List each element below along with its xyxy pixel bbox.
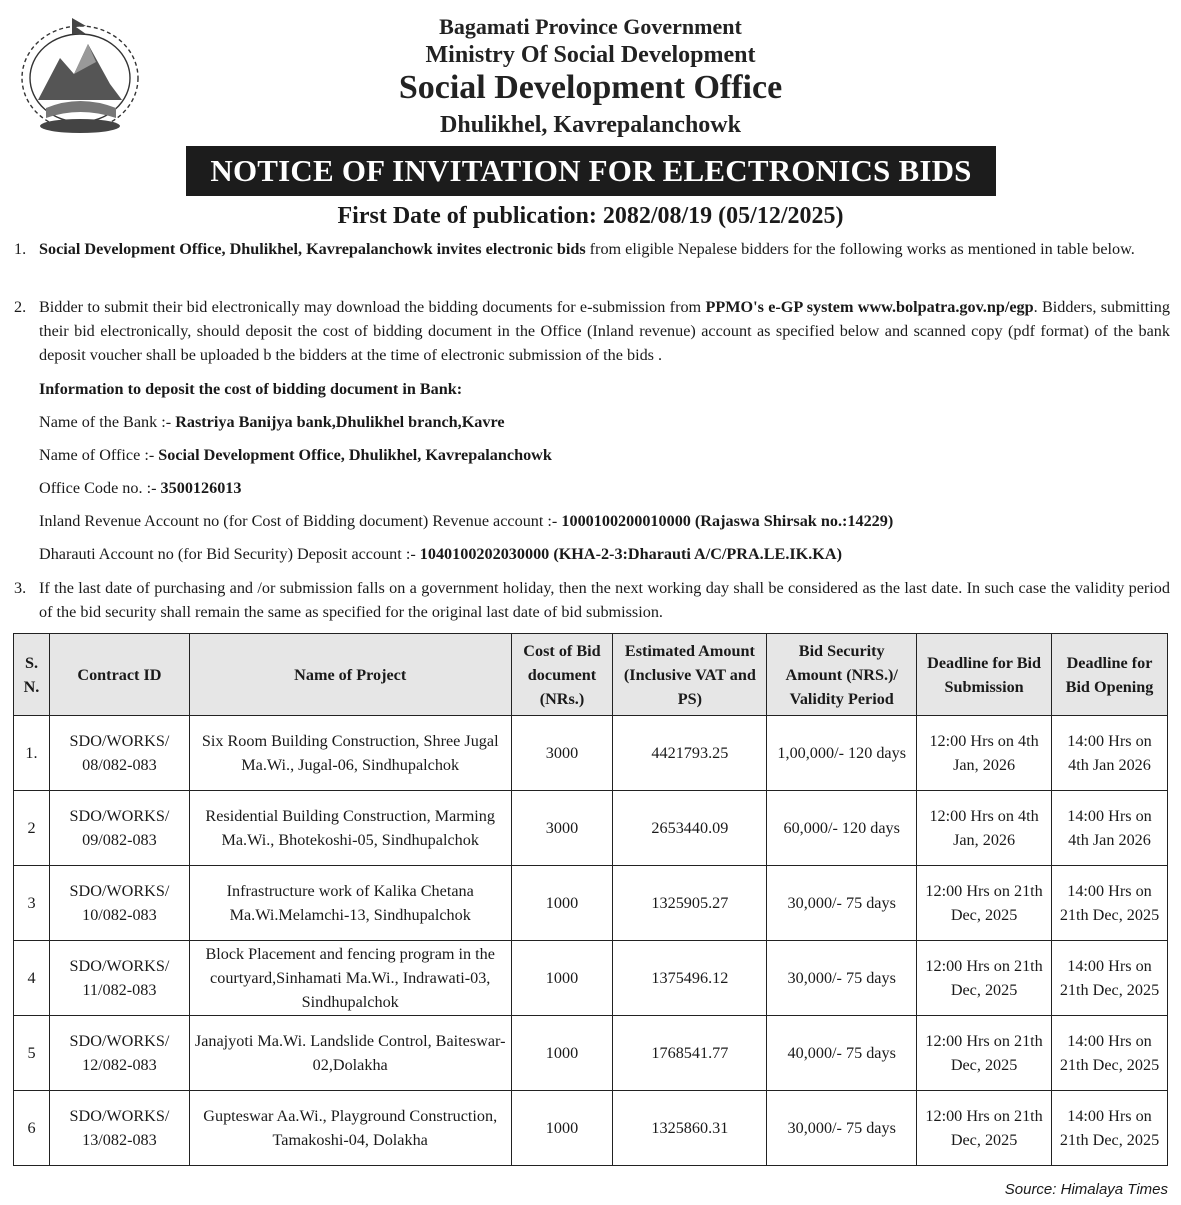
ministry-name: Ministry Of Social Development <box>425 42 756 68</box>
cell-estimated: 1375496.12 <box>613 941 767 1016</box>
paragraph-1 <box>14 237 1170 261</box>
cell-project: Six Room Building Construction, Shree Jugal Ma.Wi., Jugal-06, Sindhupalchok <box>189 716 511 791</box>
cell-sn: 3 <box>14 866 50 941</box>
cell-opening: 14:00 Hrs on 21th Dec, 2025 <box>1052 866 1168 941</box>
dharauti-value: 1040100202030000 (KHA-2-3:Dharauti A/C/PRA.LE.IK.KA) <box>419 545 842 563</box>
paragraph-number: 2. <box>14 298 27 316</box>
dharauti-label: Dharauti Account no (for Bid Security) Deposit account :- <box>39 545 420 563</box>
bank-value: Rastriya Banijya bank,Dhulikhel branch,Kavre <box>175 413 505 431</box>
cell-contract-id: SDO/WORKS/ 10/082-083 <box>49 866 189 941</box>
cell-security: 30,000/- 75 days <box>767 866 917 941</box>
cell-estimated: 1325905.27 <box>613 866 767 941</box>
invitation-text: from eligible Nepalese bidders for the following works as mentioned in table below. <box>585 240 1135 258</box>
cell-security: 30,000/- 75 days <box>767 941 917 1016</box>
cell-cost: 1000 <box>511 866 613 941</box>
bids-table <box>13 633 1168 1166</box>
notice-title: NOTICE OF INVITATION FOR ELECTRONICS BIDS <box>186 146 996 196</box>
bank-name-line <box>39 411 505 433</box>
cell-security: 30,000/- 75 days <box>767 1091 917 1166</box>
office-value: Social Development Office, Dhulikhel, Kavrepalanchowk <box>158 446 552 464</box>
download-text: Bidder to submit their bid electronically may download the bidding documents for e-submission from <box>39 298 706 316</box>
cell-cost: 1000 <box>511 1091 613 1166</box>
egp-link-text: PPMO's e-GP system www.bolpatra.gov.np/egp <box>705 298 1034 316</box>
cell-sn: 1. <box>14 716 50 791</box>
table-row <box>14 1091 1168 1166</box>
cell-submission: 12:00 Hrs on 21th Dec, 2025 <box>917 1016 1052 1091</box>
cell-estimated: 2653440.09 <box>613 791 767 866</box>
header-project: Name of Project <box>189 634 511 716</box>
cell-security: 1,00,000/- 120 days <box>767 716 917 791</box>
cell-sn: 5 <box>14 1016 50 1091</box>
cell-project: Gupteswar Aa.Wi., Playground Construction, Tamakoshi-04, Dolakha <box>189 1091 511 1166</box>
office-location: Dhulikhel, Kavrepalanchowk <box>440 112 741 138</box>
cell-opening: 14:00 Hrs on 21th Dec, 2025 <box>1052 1016 1168 1091</box>
paragraph-2 <box>14 295 1170 367</box>
cell-cost: 3000 <box>511 716 613 791</box>
cell-project: Infrastructure work of Kalika Chetana Ma.Wi.Melamchi-13, Sindhupalchok <box>189 866 511 941</box>
header-security: Bid Security Amount (NRS.)/ Validity Period <box>767 634 917 716</box>
cell-opening: 14:00 Hrs on 4th Jan 2026 <box>1052 791 1168 866</box>
cell-submission: 12:00 Hrs on 4th Jan, 2026 <box>917 716 1052 791</box>
header-estimated: Estimated Amount (Inclusive VAT and PS) <box>613 634 767 716</box>
bank-info-heading: Information to deposit the cost of bidding document in Bank: <box>39 380 463 398</box>
table-row <box>14 941 1168 1016</box>
government-name: Bagamati Province Government <box>439 14 742 39</box>
cell-project: Residential Building Construction, Marming Ma.Wi., Bhotekoshi-05, Sindhupalchok <box>189 791 511 866</box>
office-code-line <box>39 477 241 499</box>
header-cost: Cost of Bid document (NRs.) <box>511 634 613 716</box>
cell-estimated: 1768541.77 <box>613 1016 767 1091</box>
cell-sn: 6 <box>14 1091 50 1166</box>
inland-account-line <box>39 510 893 532</box>
cell-project: Janajyoti Ma.Wi. Landslide Control, Baiteswar-02,Dolakha <box>189 1016 511 1091</box>
cell-contract-id: SDO/WORKS/ 08/082-083 <box>49 716 189 791</box>
cell-sn: 2 <box>14 791 50 866</box>
cell-contract-id: SDO/WORKS/ 12/082-083 <box>49 1016 189 1091</box>
invitation-bold: Social Development Office, Dhulikhel, Kavrepalanchowk invites electronic bids <box>39 240 586 258</box>
cell-estimated: 1325860.31 <box>613 1091 767 1166</box>
dharauti-account-line <box>39 543 842 565</box>
cell-estimated: 4421793.25 <box>613 716 767 791</box>
paragraph-number: 1. <box>14 240 27 258</box>
paragraph-3 <box>14 576 1170 624</box>
cell-opening: 14:00 Hrs on 4th Jan 2026 <box>1052 716 1168 791</box>
cell-contract-id: SDO/WORKS/ 11/082-083 <box>49 941 189 1016</box>
cell-submission: 12:00 Hrs on 21th Dec, 2025 <box>917 941 1052 1016</box>
cell-cost: 3000 <box>511 791 613 866</box>
cell-sn: 4 <box>14 941 50 1016</box>
cell-security: 40,000/- 75 days <box>767 1016 917 1091</box>
office-name: Social Development Office <box>398 69 783 106</box>
header-submission: Deadline for Bid Submission <box>917 634 1052 716</box>
inland-label: Inland Revenue Account no (for Cost of Bidding document) Revenue account :- <box>39 512 562 530</box>
table-row <box>14 866 1168 941</box>
source-credit: Source: Himalaya Times <box>1004 1181 1168 1198</box>
publication-date: First Date of publication: 2082/08/19 (05/12/2025) <box>337 203 844 229</box>
cell-cost: 1000 <box>511 941 613 1016</box>
holiday-text: If the last date of purchasing and /or submission falls on a government holiday, then the next working day shall be considered as the last date. In such case the validity period of the bid security shall remain the same as specified for the original last date of bid submission. <box>39 579 1170 621</box>
table-header-row <box>14 634 1168 716</box>
cell-submission: 12:00 Hrs on 21th Dec, 2025 <box>917 866 1052 941</box>
inland-value: 1000100200010000 (Rajaswa Shirsak no.:14229) <box>561 512 894 530</box>
deposit-text: . Bidders, submitting their bid electronically, should deposit the cost of bidding document in the Office (Inland revenue) account as specified below and scanned copy (pdf format) of the bank deposit voucher shall be uploaded b the bidders at the time of electronic submission of the bids . <box>39 298 1170 364</box>
header-sn: S. N. <box>14 634 50 716</box>
paragraph-number: 3. <box>14 579 27 597</box>
cell-project: Block Placement and fencing program in the courtyard,Sinhamati Ma.Wi., Indrawati-03, Sindhupalchok <box>189 941 511 1016</box>
table-row <box>14 791 1168 866</box>
cell-submission: 12:00 Hrs on 4th Jan, 2026 <box>917 791 1052 866</box>
header-contract-id: Contract ID <box>49 634 189 716</box>
cell-opening: 14:00 Hrs on 21th Dec, 2025 <box>1052 1091 1168 1166</box>
bank-label: Name of the Bank :- <box>39 413 176 431</box>
table-row <box>14 716 1168 791</box>
cell-contract-id: SDO/WORKS/ 09/082-083 <box>49 791 189 866</box>
cell-opening: 14:00 Hrs on 21th Dec, 2025 <box>1052 941 1168 1016</box>
code-value: 3500126013 <box>160 479 242 497</box>
code-label: Office Code no. :- <box>39 479 161 497</box>
cell-cost: 1000 <box>511 1016 613 1091</box>
office-name-line <box>39 444 552 466</box>
cell-security: 60,000/- 120 days <box>767 791 917 866</box>
cell-contract-id: SDO/WORKS/ 13/082-083 <box>49 1091 189 1166</box>
office-label: Name of Office :- <box>39 446 159 464</box>
cell-submission: 12:00 Hrs on 21th Dec, 2025 <box>917 1091 1052 1166</box>
table-row <box>14 1016 1168 1091</box>
header-opening: Deadline for Bid Opening <box>1052 634 1168 716</box>
